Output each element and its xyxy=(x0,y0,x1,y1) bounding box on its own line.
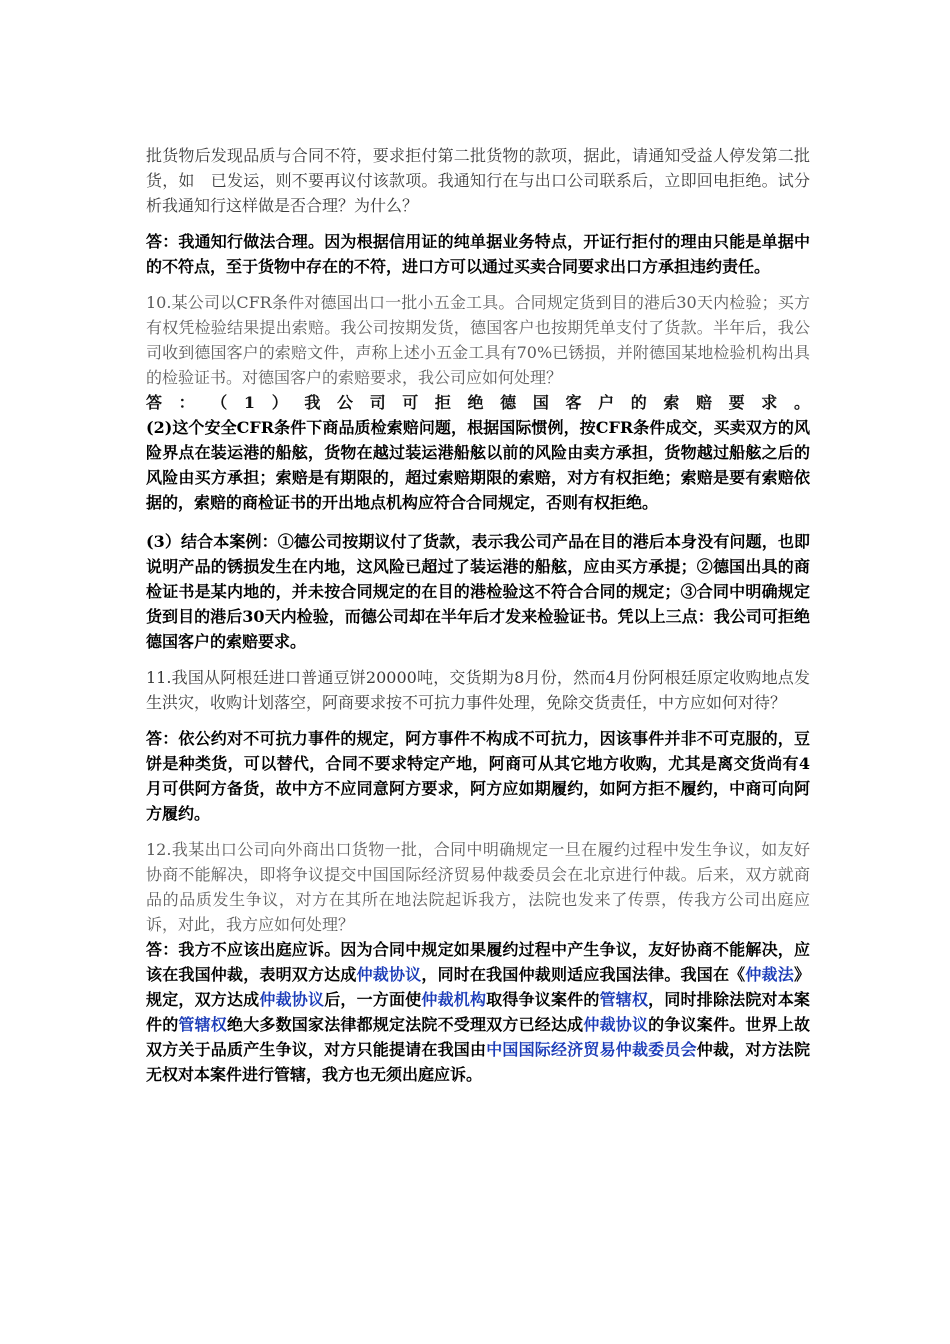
link-arbitration-agreement[interactable]: 仲裁协议 xyxy=(583,1015,649,1034)
answer-12-text: ，同时排除法院对本案件的 xyxy=(146,990,810,1034)
answer-10-char: 1 xyxy=(243,393,256,412)
link-jurisdiction[interactable]: 管辖权 xyxy=(599,990,649,1009)
answer-10-char: 的 xyxy=(630,393,647,412)
answer-12-text: 绝大多数国家法律都规定法院不受理双方已经达成 xyxy=(227,1015,584,1034)
answer-10-part-1 xyxy=(146,390,810,415)
answer-11: 答：依公约对不可抗力事件的规定，阿方事件不构成不可抗力，因该事件并非不可克服的，豆饼是种类货，可以替代，合同不要求特定产地，阿商可从其它地方收购，尤其是离交货尚有4月可供阿方备货，故中方不应同意阿方要求，阿方应如期履约，如阿方拒不履约，中商可向阿方履约。 xyxy=(146,729,810,823)
link-arbitration-agreement[interactable]: 仲裁协议 xyxy=(356,965,422,984)
answer-10-part-3: (3）结合本案例：①德公司按期议付了货款，表示我公司产品在目的港后本身没有问题，也即说明产品的锈损发生在内地，这风险已超过了装运港的船舷，应由买方承提；②德国出具的商检证书是某内地的，并未按合同规定的在目的港检验这不符合合同的规定；③合同中明确规定货到目的港后30天内检验，而德公司却在半年后才发来检验证书。凭以上三点：我公司可拒绝德国客户的索赔要求。 xyxy=(146,532,810,651)
link-jurisdiction[interactable]: 管辖权 xyxy=(178,1015,228,1034)
answer-12-text: 》规定，双方达成 xyxy=(146,965,810,1009)
answer-10-char: 可 xyxy=(402,393,419,412)
link-arbitration-law[interactable]: 仲裁法 xyxy=(745,965,794,984)
answer-10-char: ） xyxy=(271,393,288,412)
answer-12-text: 答：我方不应该出庭应诉。因为合同中规定如果履约过程中产生争议，友好协商不能解决，应该在我国仲裁，表明双方达成 xyxy=(146,940,810,984)
answer-10-char: 绝 xyxy=(467,393,484,412)
answer-10-char: 拒 xyxy=(434,393,451,412)
answer-10-char: 户 xyxy=(598,393,615,412)
answer-10-char: 司 xyxy=(369,393,386,412)
answer-12-text: 取得争议案件的 xyxy=(486,990,600,1009)
answer-10-char: （ xyxy=(211,393,228,412)
answer-10-char: 求 xyxy=(761,393,778,412)
question-11: 11.我国从阿根廷进口普通豆饼20000吨，交货期为8月份，然而4月份阿根廷原定收购地点发生洪灾，收购计划落空，阿商要求按不可抗力事件处理，免除交货责任，中方应如何对待？ xyxy=(146,668,810,712)
answer-12 xyxy=(146,937,810,1087)
document-page xyxy=(146,143,810,1087)
answer-10-char: 赔 xyxy=(696,393,713,412)
answer-10-char: 国 xyxy=(532,393,549,412)
answer-10-char: 要 xyxy=(728,393,745,412)
answer-10-char: 公 xyxy=(336,393,353,412)
answer-12-text: ，同时在我国仲裁则适应我国法律。我国在《 xyxy=(421,965,746,984)
question-9-continued: 批货物后发现品质与合同不符，要求拒付第二批货物的款项，据此，请通知受益人停发第二批货，如 已发运，则不要再议付该款项。我通知行在与出口公司联系后，立即回电拒绝。试分析我通知行这样做是否合理？为什么？ xyxy=(146,146,810,215)
link-arbitration-institution[interactable]: 仲裁机构 xyxy=(421,990,487,1009)
question-10: 10.某公司以CFR条件对德国出口一批小五金工具。合同规定货到目的港后30天内检验；买方有权凭检验结果提出索赔。我公司按期发货，德国客户也按期凭单支付了货款。半年后，我公司收到德国客户的索赔文件，声称上述小五金工具有70%已锈损，并附德国某地检验机构出具的检验证书。对德国客户的索赔要求，我公司应如何处理？ xyxy=(146,293,810,387)
answer-10-char: 索 xyxy=(663,393,680,412)
answer-12-text: 后，一方面使 xyxy=(324,990,422,1009)
answer-9: 答：我通知行做法合理。因为根据信用证的纯单据业务特点，开证行拒付的理由只能是单据中的不符点，至于货物中存在的不符，进口方可以通过买卖合同要求出口方承担违约责任。 xyxy=(146,232,810,276)
answer-10-char: 德 xyxy=(500,393,517,412)
answer-10-part-2: (2)这个安全CFR条件下商品质检索赔问题，根据国际惯例，按CFR条件成交，买卖双方的风险界点在装运港的船舷，货物在越过装运港船舷以前的风险由卖方承担，货物越过船舷之后的风险由买方承担；索赔是有期限的，超过索赔期限的索赔，对方有权拒绝；索赔是要有索赔依据的，索赔的商检证书的开出地点机构应符合合同规定，否则有权拒绝。 xyxy=(146,418,810,512)
answer-10-char: 。 xyxy=(793,393,810,412)
answer-12-text: 的争议案件。世界上故双方关于品质产生争议，对方只能提请在我国由 xyxy=(146,1015,810,1059)
link-cietac[interactable]: 中国国际经济贸易仲裁委员会 xyxy=(486,1040,697,1059)
question-12: 12.我某出口公司向外商出口货物一批，合同中明确规定一旦在履约过程中发生争议，如友好协商不能解决，即将争议提交中国国际经济贸易仲裁委员会在北京进行仲裁。后来，双方就商品的品质发生争议，对方在其所在地法院起诉我方，法院也发来了传票，传我方公司出庭应诉，对此，我方应如何处理？ xyxy=(146,840,810,934)
answer-10-char: ： xyxy=(178,393,195,412)
link-arbitration-agreement[interactable]: 仲裁协议 xyxy=(259,990,325,1009)
answer-10-char: 我 xyxy=(304,393,321,412)
answer-10-char: 客 xyxy=(565,393,582,412)
answer-12-text: 仲裁，对方法院无权对本案件进行管辖，我方也无须出庭应诉。 xyxy=(146,1040,810,1084)
answer-10-char: 答 xyxy=(146,393,163,412)
